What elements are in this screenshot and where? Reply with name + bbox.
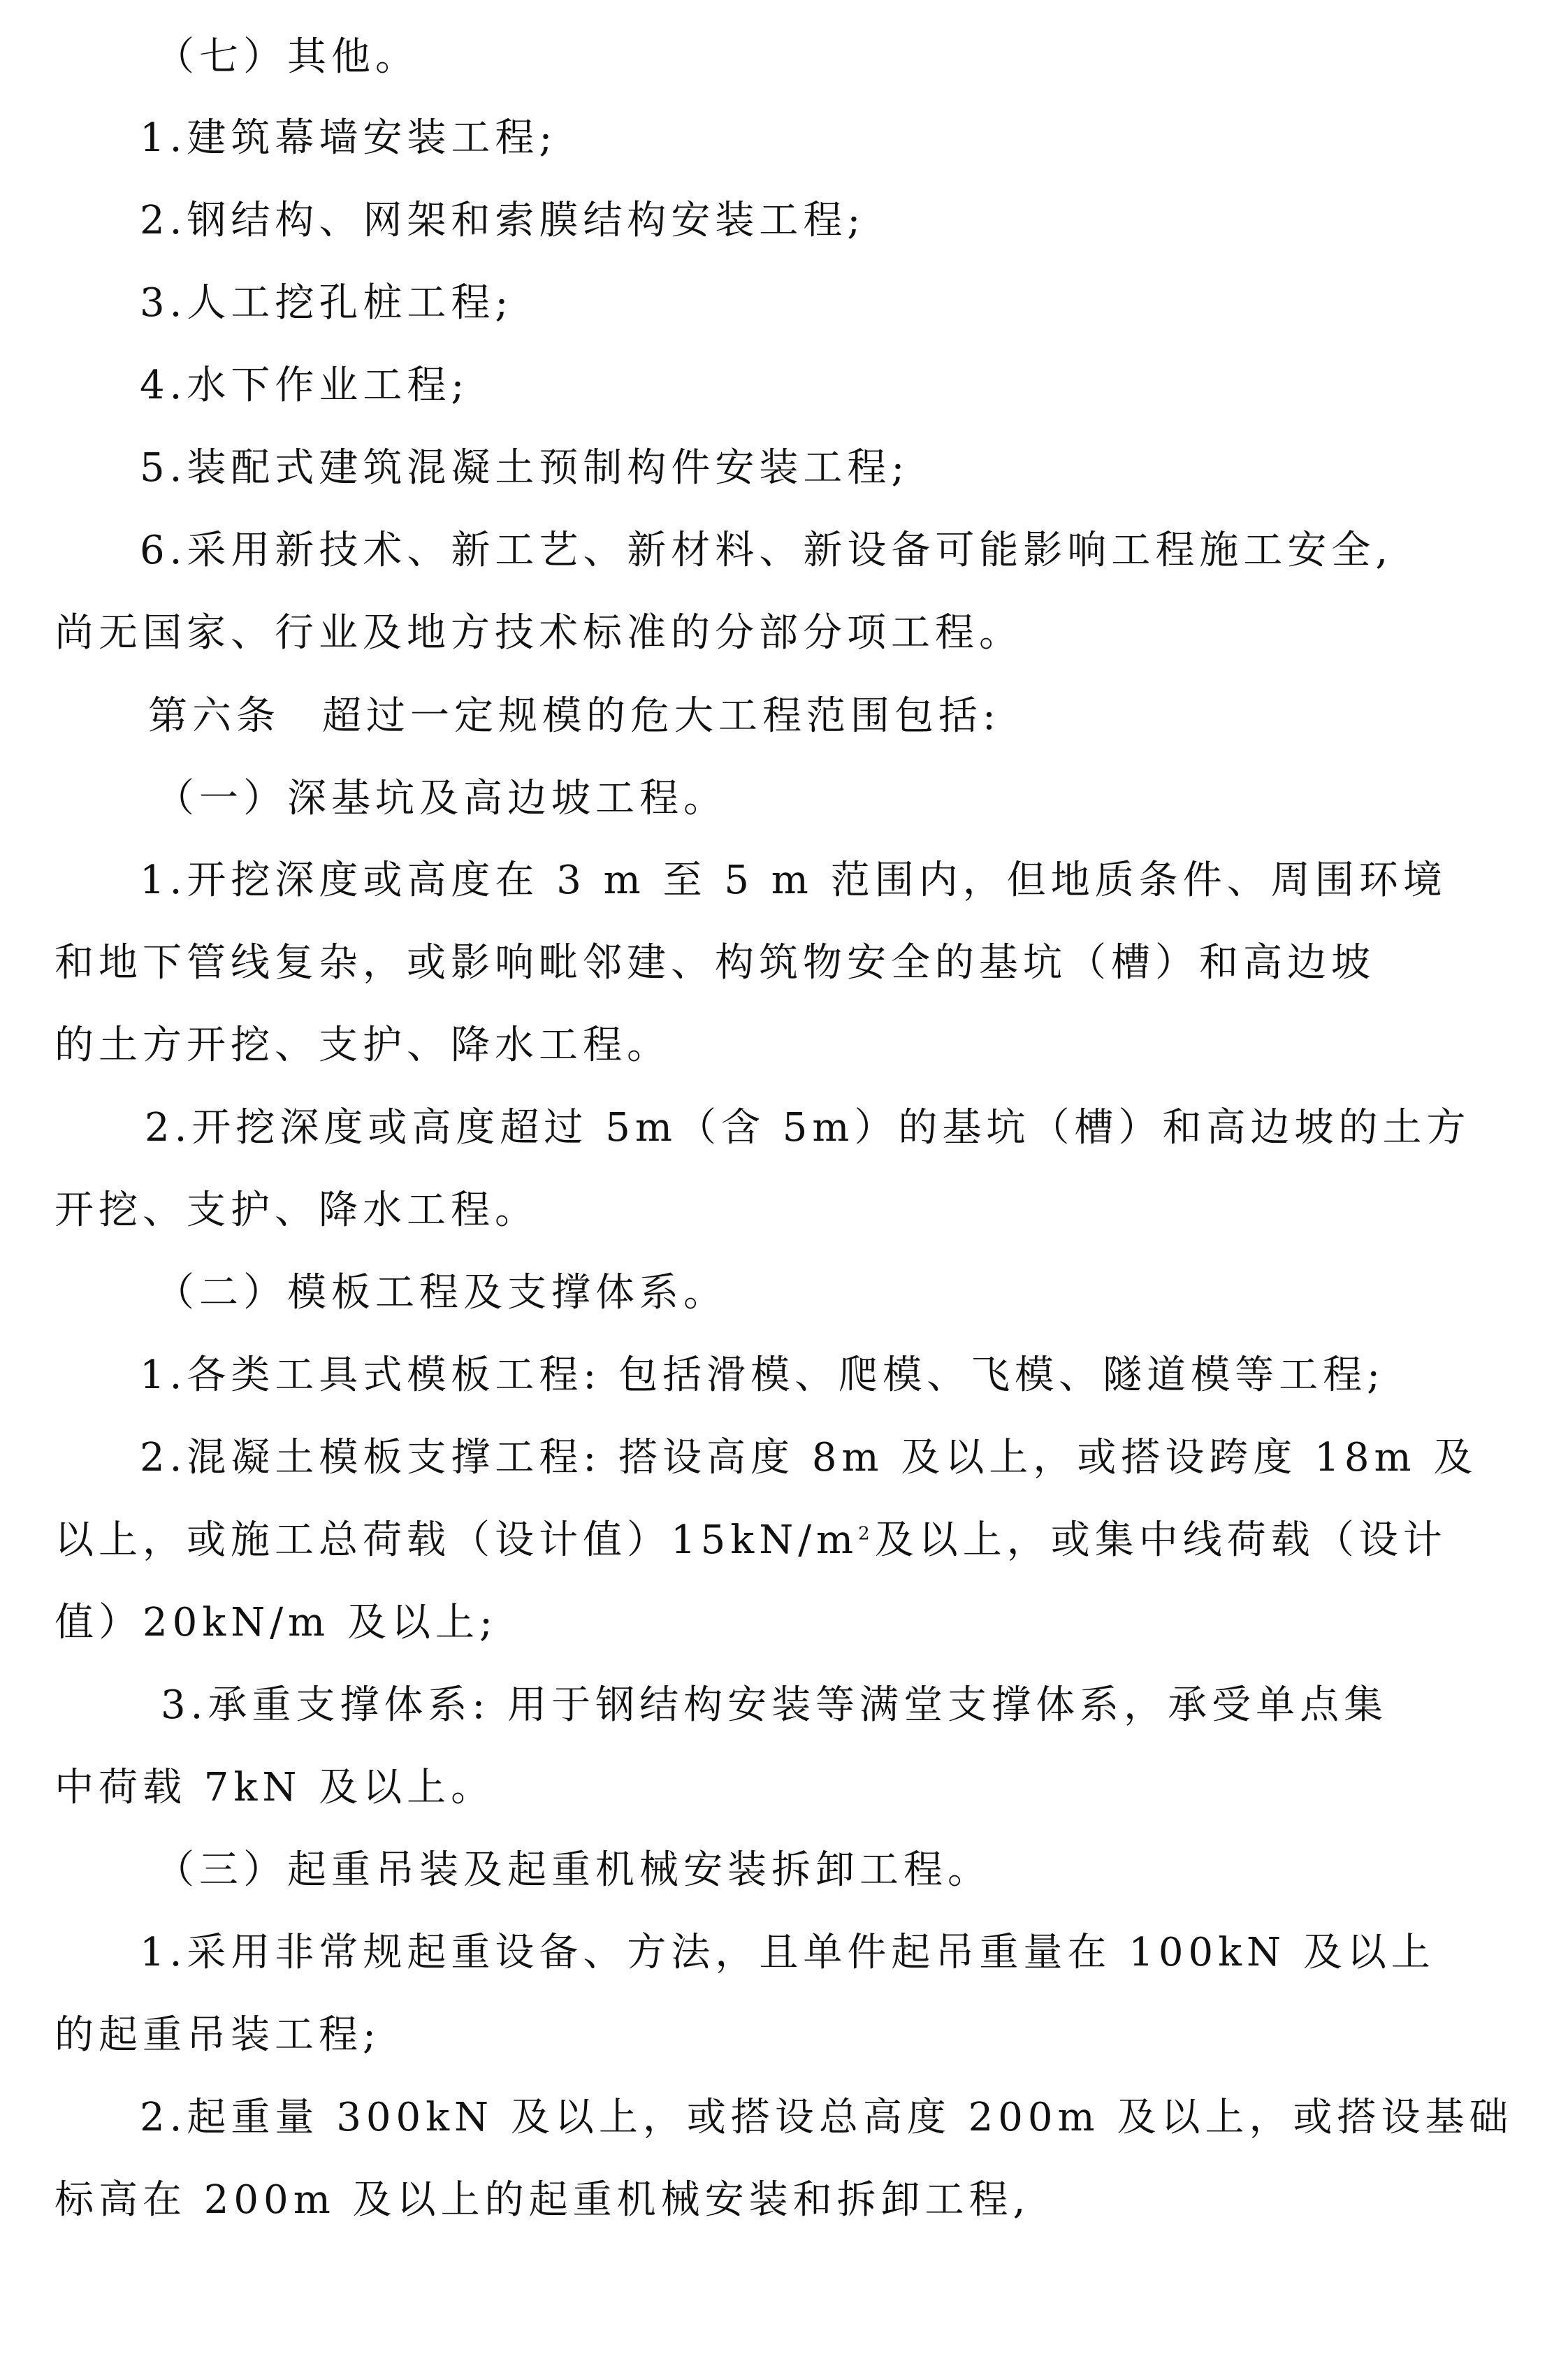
list-item-3-2-line-2: 标高在 200m 及以上的起重机械安装和拆卸工程, (55, 2177, 1031, 2223)
list-item-3-1-line-2: 的起重吊装工程; (55, 2012, 381, 2058)
list-item-2-2-line-3: 值）20kN/m 及以上; (55, 1600, 498, 1645)
section-heading-7: （七）其他。 (155, 34, 419, 80)
section-heading-3: （三）起重吊装及起重机械安装拆卸工程。 (155, 1847, 992, 1893)
list-item-2-2-line-2-end: 及以上，或集中线荷载（设计 (874, 1517, 1447, 1563)
list-item-1-2-line-1: 2.开挖深度或高度超过 5m（含 5m）的基坑（槽）和高边坡的土方 (145, 1105, 1471, 1150)
list-item-1-2-line-2: 开挖、支护、降水工程。 (55, 1188, 539, 1233)
section-heading-2: （二）模板工程及支撑体系。 (155, 1270, 727, 1315)
article-number: 第六条 (148, 693, 280, 739)
list-item-7-6-line-1: 6.采用新技术、新工艺、新材料、新设备可能影响工程施工安全, (140, 528, 1393, 573)
list-item-2-1: 1.各类工具式模板工程: 包括滑模、爬模、飞模、隧道模等工程; (140, 1352, 1385, 1398)
list-item-1-1-line-1: 1.开挖深度或高度在 3 m 至 5 m 范围内，但地质条件、周围环境 (140, 858, 1447, 903)
list-item-3-2-line-1: 2.起重量 300kN 及以上，或搭设总高度 200m 及以上，或搭设基础 (140, 2095, 1513, 2140)
article-title: 超过一定规模的危大工程范围包括: (322, 693, 1001, 739)
list-item-1-1-line-3: 的土方开挖、支护、降水工程。 (55, 1023, 671, 1068)
list-item-3-1-line-1: 1.采用非常规起重设备、方法，且单件起吊重量在 100kN 及以上 (140, 1930, 1435, 1975)
list-item-2-2-line-2-start: 以上，或施工总荷载（设计值）15kN/m (55, 1517, 859, 1563)
list-item-2-3-line-2: 中荷载 7kN 及以上。 (55, 1765, 495, 1810)
list-item-7-6-line-2: 尚无国家、行业及地方技术标准的分部分项工程。 (55, 610, 1023, 656)
list-item-1-1-line-2: 和地下管线复杂，或影响毗邻建、构筑物安全的基坑（槽）和高边坡 (55, 940, 1375, 986)
list-item-2-2-line-2 (0, 1506, 1568, 1575)
list-item-7-2: 2.钢结构、网架和索膜结构安装工程; (140, 198, 866, 243)
section-heading-1: （一）深基坑及高边坡工程。 (155, 776, 727, 821)
list-item-2-2-line-1: 2.混凝土模板支撑工程: 搭设高度 8m 及以上，或搭设跨度 18m 及 (140, 1435, 1478, 1480)
list-item-7-3: 3.人工挖孔桩工程; (140, 280, 514, 326)
list-item-7-4: 4.水下作业工程; (140, 363, 470, 408)
article-heading (0, 681, 1568, 751)
list-item-2-3-line-1: 3.承重支撑体系: 用于钢结构安装等满堂支撑体系，承受单点集 (161, 1682, 1388, 1728)
list-item-7-1: 1.建筑幕墙安装工程; (140, 115, 558, 161)
superscript-squared: 2 (858, 1523, 875, 1545)
list-item-7-5: 5.装配式建筑混凝土预制构件安装工程; (140, 445, 910, 491)
